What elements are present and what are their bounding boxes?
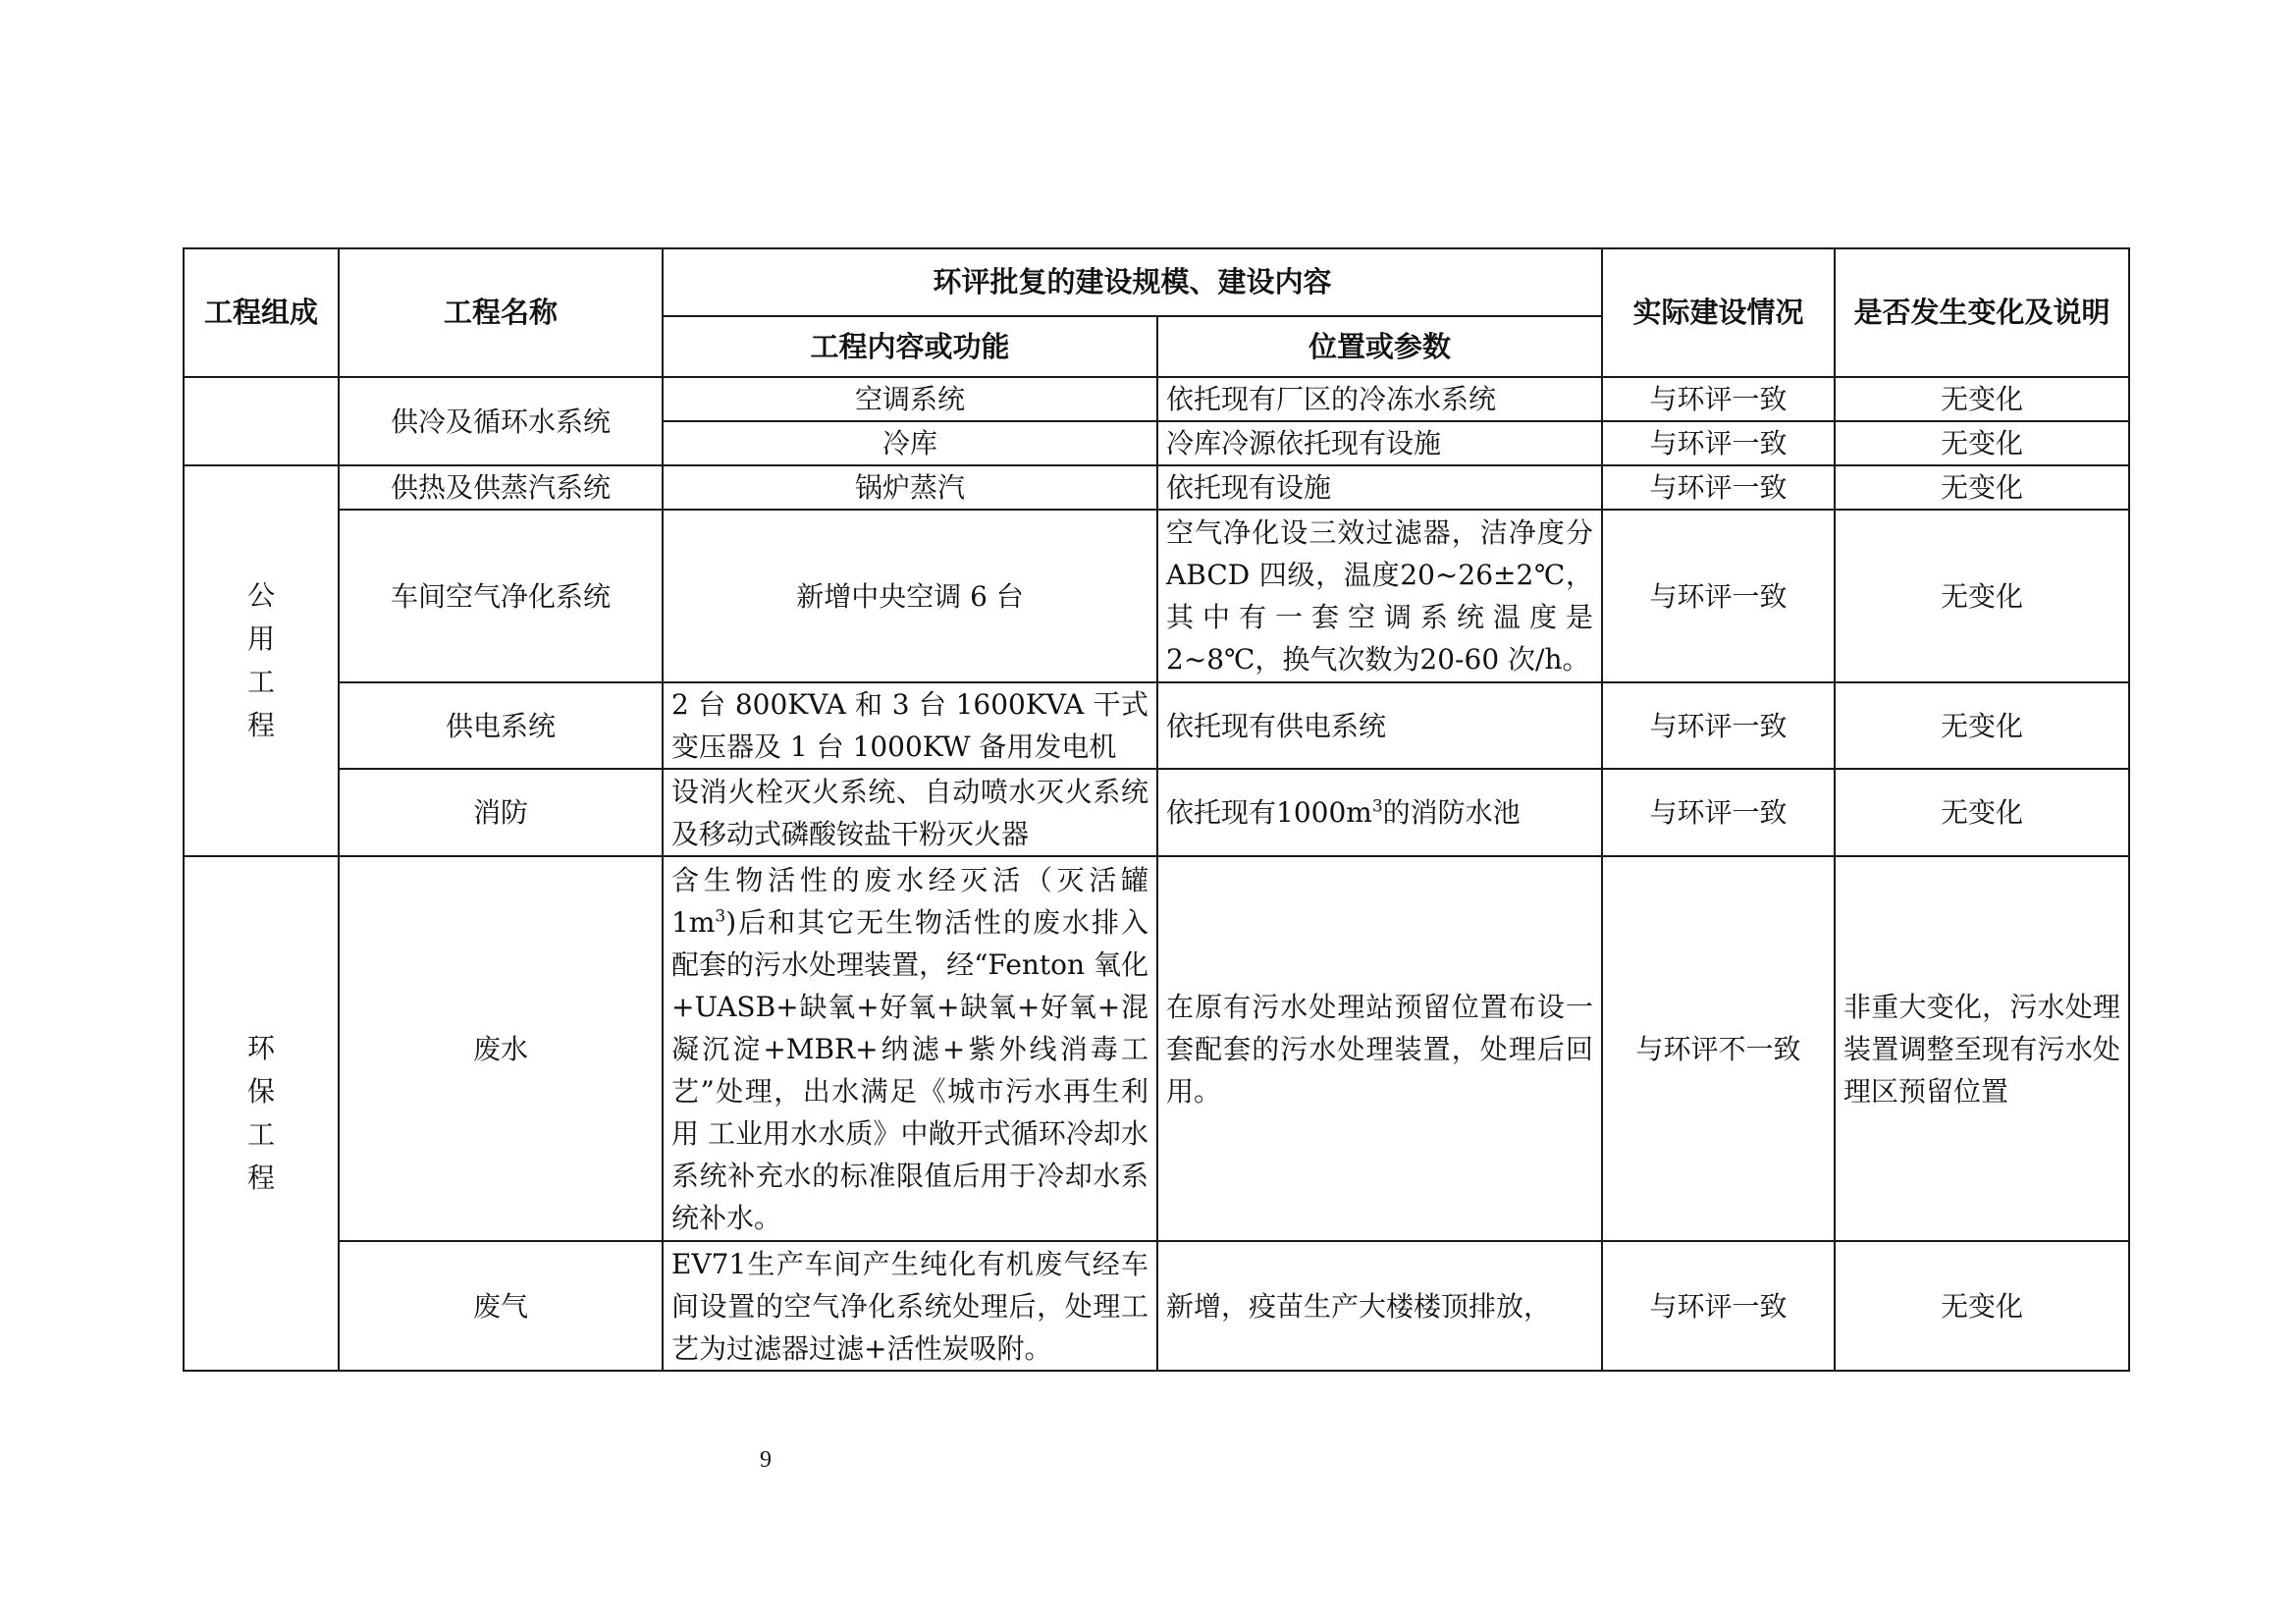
content-cell: EV71生产车间产生纯化有机废气经车间设置的空气净化系统处理后，处理工艺为过滤器过滤+活性炭吸附。	[663, 1241, 1157, 1371]
change-cell: 无变化	[1835, 421, 2129, 465]
header-location: 位置或参数	[1157, 316, 1602, 377]
superscript: 3	[715, 906, 726, 927]
group-public	[184, 465, 339, 856]
actual-cell: 与环评一致	[1602, 465, 1835, 510]
header-row	[184, 248, 2129, 316]
content-text: )后和其它无生物活性的废水排入配套的污水处理装置，经“Fenton 氧化+UASB+缺氧+好氧+缺氧+好氧+混凝沉淀+MBR+纳滤+紫外线消毒工艺”处理，出水满足《城市污水再生利用 工业用水水质》中敞开式循环冷却水系统补充水的标准限值后用于冷却水系统补水。	[671, 905, 1148, 1234]
group-char: 工	[246, 666, 275, 698]
page-number: 9	[760, 1447, 772, 1473]
content-text: 含生物活性的废水经灭活（灭活罐1m	[671, 863, 1148, 939]
location-cell: 冷库冷源依托现有设施	[1157, 421, 1602, 465]
actual-cell: 与环评一致	[1602, 510, 1835, 682]
header-change: 是否发生变化及说明	[1835, 248, 2129, 377]
change-cell: 无变化	[1835, 1241, 2129, 1371]
table-row	[184, 1241, 2129, 1371]
location-cell: 依托现有设施	[1157, 465, 1602, 510]
table-row	[184, 377, 2129, 421]
group-char: 工	[246, 1118, 275, 1151]
content-cell: 2 台 800KVA 和 3 台 1600KVA 干式变压器及 1 台 1000KW 备用发电机	[663, 682, 1157, 769]
content-cell: 锅炉蒸汽	[663, 465, 1157, 510]
table-row	[184, 856, 2129, 1241]
group-char: 公	[246, 579, 275, 612]
header-approved: 环评批复的建设规模、建设内容	[663, 248, 1602, 316]
change-cell: 无变化	[1835, 377, 2129, 421]
superscript: 3	[1371, 796, 1383, 817]
header-group: 工程组成	[184, 248, 339, 377]
group-char: 用	[246, 623, 275, 655]
project-name: 供热及供蒸汽系统	[339, 465, 663, 510]
table-row	[184, 769, 2129, 856]
project-name: 车间空气净化系统	[339, 510, 663, 682]
content-cell: 新增中央空调 6 台	[663, 510, 1157, 682]
location-text: 的消防水池	[1382, 796, 1521, 829]
header-actual: 实际建设情况	[1602, 248, 1835, 377]
change-cell: 非重大变化，污水处理装置调整至现有污水处理区预留位置	[1835, 856, 2129, 1241]
location-cell: 依托现有供电系统	[1157, 682, 1602, 769]
actual-cell: 与环评一致	[1602, 769, 1835, 856]
group-char: 程	[246, 709, 275, 741]
group-char: 程	[246, 1162, 275, 1194]
location-cell: 依托现有厂区的冷冻水系统	[1157, 377, 1602, 421]
change-cell: 无变化	[1835, 465, 2129, 510]
location-cell: 在原有污水处理站预留位置布设一套配套的污水处理装置，处理后回用。	[1157, 856, 1602, 1241]
group-char: 环	[246, 1032, 275, 1064]
header-content: 工程内容或功能	[663, 316, 1157, 377]
actual-cell: 与环评一致	[1602, 1241, 1835, 1371]
group-env	[184, 856, 339, 1371]
location-cell: 新增，疫苗生产大楼楼顶排放，	[1157, 1241, 1602, 1371]
actual-cell: 与环评一致	[1602, 682, 1835, 769]
actual-cell: 与环评一致	[1602, 421, 1835, 465]
project-name: 供电系统	[339, 682, 663, 769]
change-cell: 无变化	[1835, 682, 2129, 769]
project-name: 废水	[339, 856, 663, 1241]
project-name: 消防	[339, 769, 663, 856]
table-row	[184, 465, 2129, 510]
change-cell: 无变化	[1835, 769, 2129, 856]
project-name: 供冷及循环水系统	[339, 377, 663, 465]
content-cell: 冷库	[663, 421, 1157, 465]
table-row	[184, 682, 2129, 769]
location-text: 依托现有1000m	[1166, 796, 1372, 829]
content-cell	[663, 856, 1157, 1241]
group-char: 保	[246, 1075, 275, 1108]
table-row	[184, 510, 2129, 682]
location-cell	[1157, 769, 1602, 856]
project-table	[183, 247, 2130, 1372]
header-name: 工程名称	[339, 248, 663, 377]
location-cell: 空气净化设三效过滤器，洁净度分ABCD 四级，温度20~26±2℃，其中有一套空调系统温度是2~8℃，换气次数为20-60 次/h。	[1157, 510, 1602, 682]
actual-cell: 与环评一致	[1602, 377, 1835, 421]
actual-cell: 与环评不一致	[1602, 856, 1835, 1241]
project-name: 废气	[339, 1241, 663, 1371]
content-cell: 设消火栓灭火系统、自动喷水灭火系统及移动式磷酸铵盐干粉灭火器	[663, 769, 1157, 856]
content-cell: 空调系统	[663, 377, 1157, 421]
group-cell-empty	[184, 377, 339, 465]
change-cell: 无变化	[1835, 510, 2129, 682]
